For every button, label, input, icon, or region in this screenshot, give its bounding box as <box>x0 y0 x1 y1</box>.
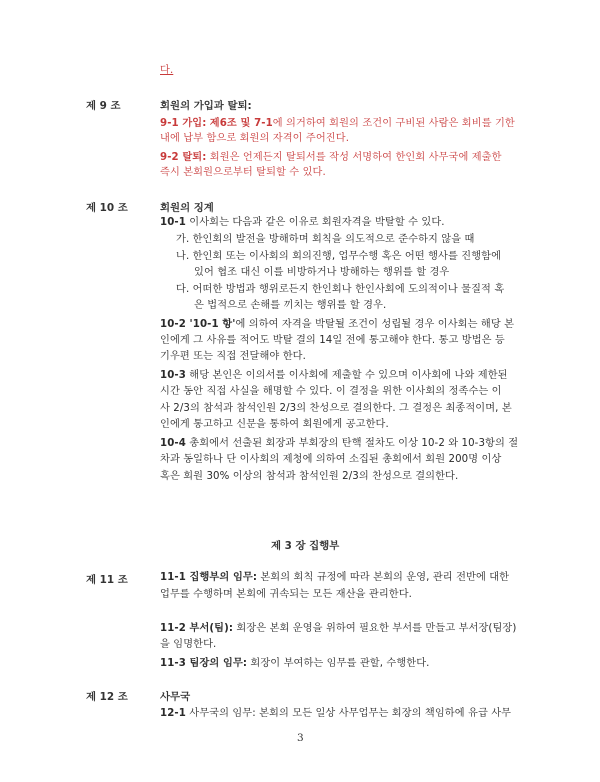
article-9-label: 제 9 조 <box>86 100 121 112</box>
article-10-label: 제 10 조 <box>86 202 128 214</box>
article-10-1-item-ga: 가. 한인회의 발전을 방해하며 회칙을 의도적으로 준수하지 않을 때 <box>176 234 475 245</box>
article-9-1-prefix: 9-1 가입: <box>160 118 207 129</box>
article-11-1-prefix: 11-1 집행부의 임무: <box>160 572 258 583</box>
article-10-2-prefix: 10-2 '10-1 항' <box>160 319 236 330</box>
article-12-label: 제 12 조 <box>86 691 128 703</box>
article-11-label: 제 11 조 <box>86 574 128 586</box>
article-11-2-line-2: 을 임명한다. <box>160 639 217 650</box>
chapter-3-heading: 제 3 장 집행부 <box>271 540 340 552</box>
article-10-1-item-na-line-2: 있어 협조 대신 이를 비방하거나 방해하는 행위를 할 경우 <box>194 267 450 278</box>
article-12-1-prefix: 12-1 <box>160 708 186 719</box>
article-10-4-prefix: 10-4 <box>160 438 186 449</box>
article-10-4-line-3: 혹은 회원 30% 이상의 참석과 참석인원 2/3의 찬성으로 결의한다. <box>160 471 459 482</box>
article-9-1-text: 에 의거하여 회원의 조건이 구비된 사람은 회비를 기한 <box>272 118 515 129</box>
article-11-2-prefix: 11-2 부서(팀): <box>160 623 234 634</box>
article-10-4-line-2: 차과 동일하나 단 이사회의 제청에 의하여 소집된 총회에서 회원 200명 이상 <box>160 454 502 465</box>
article-9-2-text: 회원은 언제든지 탈퇴서를 작성 서명하여 한인회 사무국에 제출한 <box>209 152 502 163</box>
article-11-3 <box>160 657 430 671</box>
article-10-1-item-na-line-1: 나. 한인회 또는 이사회의 회의진행, 업무수행 혹은 어떤 행사를 진행함에 <box>176 251 502 262</box>
article-10-3-text: 해당 본인은 이의서를 이사회에 제출할 수 있으며 이사회에 나와 제한된 <box>189 370 508 381</box>
article-10-4-line-1 <box>160 437 518 451</box>
article-9-2-prefix: 9-2 탈퇴: <box>160 152 207 163</box>
article-10-3-prefix: 10-3 <box>160 370 186 381</box>
article-9-2-line-1 <box>160 151 502 165</box>
article-12-1 <box>160 707 511 721</box>
page-number: 3 <box>297 732 304 744</box>
article-10-1 <box>160 216 445 230</box>
article-9-1-ref: 제6조 및 7-1 <box>209 118 273 129</box>
article-10-3-line-2: 시간 동안 직접 사실을 해명할 수 있다. 이 결정을 위한 이사회의 정족수는 이 <box>160 386 502 397</box>
article-9-2-line-2: 즉시 본회원으로부터 탈퇴할 수 있다. <box>160 167 326 178</box>
article-10-3-line-4: 인에게 통고하고 신문을 통하여 회원에게 공고한다. <box>160 419 389 430</box>
page-fragment: 다. <box>160 65 174 76</box>
article-11-1-text: 본회의 회칙 규정에 따라 본회의 운영, 관리 전반에 대한 <box>260 572 510 583</box>
article-10-3-line-3: 사 2/3의 참석과 참석인원 2/3의 찬성으로 결의한다. 그 결정은 최종적이며, 본 <box>160 403 512 414</box>
article-11-1-line-2: 업무를 수행하며 본회에 귀속되는 모든 재산을 관리한다. <box>160 589 413 600</box>
article-10-4-text: 총회에서 선출된 회장과 부회장의 탄핵 절차도 이상 10-2 와 10-3항의 절 <box>189 438 519 449</box>
article-11-3-prefix: 11-3 팀장의 임무: <box>160 658 248 669</box>
article-10-1-item-da-line-1: 다. 어떠한 방법과 행위로든지 한인회나 한인사회에 도의적이나 물질적 혹 <box>176 284 505 295</box>
article-11-3-text: 회장이 부여하는 임무를 관할, 수행한다. <box>250 658 430 669</box>
article-11-2-line-1 <box>160 622 516 636</box>
article-10-3-line-1 <box>160 369 508 383</box>
article-10-1-prefix: 10-1 <box>160 217 186 228</box>
article-10-2-line-2: 인에게 그 사유를 적어도 박탈 결의 14일 전에 통고해야 한다. 통고 방법은 등 <box>160 335 505 346</box>
article-10-1-item-da-line-2: 은 법적으로 손해를 끼치는 행위를 할 경우. <box>194 300 387 311</box>
article-12-title: 사무국 <box>160 691 191 703</box>
article-9-1-line-1 <box>160 117 515 131</box>
article-12-1-text: 사무국의 임무: 본회의 모든 일상 사무업무는 회장의 책임하에 유급 사무 <box>189 708 512 719</box>
article-10-1-text: 이사회는 다음과 같은 이유로 회원자격을 박탈할 수 있다. <box>189 217 445 228</box>
article-10-2-text: 에 의하여 자격을 박탈될 조건이 성립될 경우 이사회는 해당 본 <box>235 319 515 330</box>
article-9-1-line-2: 내에 납부 함으로 회원의 자격이 주어진다. <box>160 133 350 144</box>
article-10-2-line-1 <box>160 318 514 332</box>
article-9-title: 회원의 가입과 탈퇴: <box>160 100 252 112</box>
article-10-2-line-3: 기우편 또는 직접 전달해야 한다. <box>160 351 306 362</box>
article-11-1-line-1 <box>160 571 509 585</box>
article-10-title: 회원의 징계 <box>160 202 214 214</box>
article-11-2-text: 회장은 본회 운영을 위하여 필요한 부서를 만들고 부서장(팀장) <box>236 623 517 634</box>
